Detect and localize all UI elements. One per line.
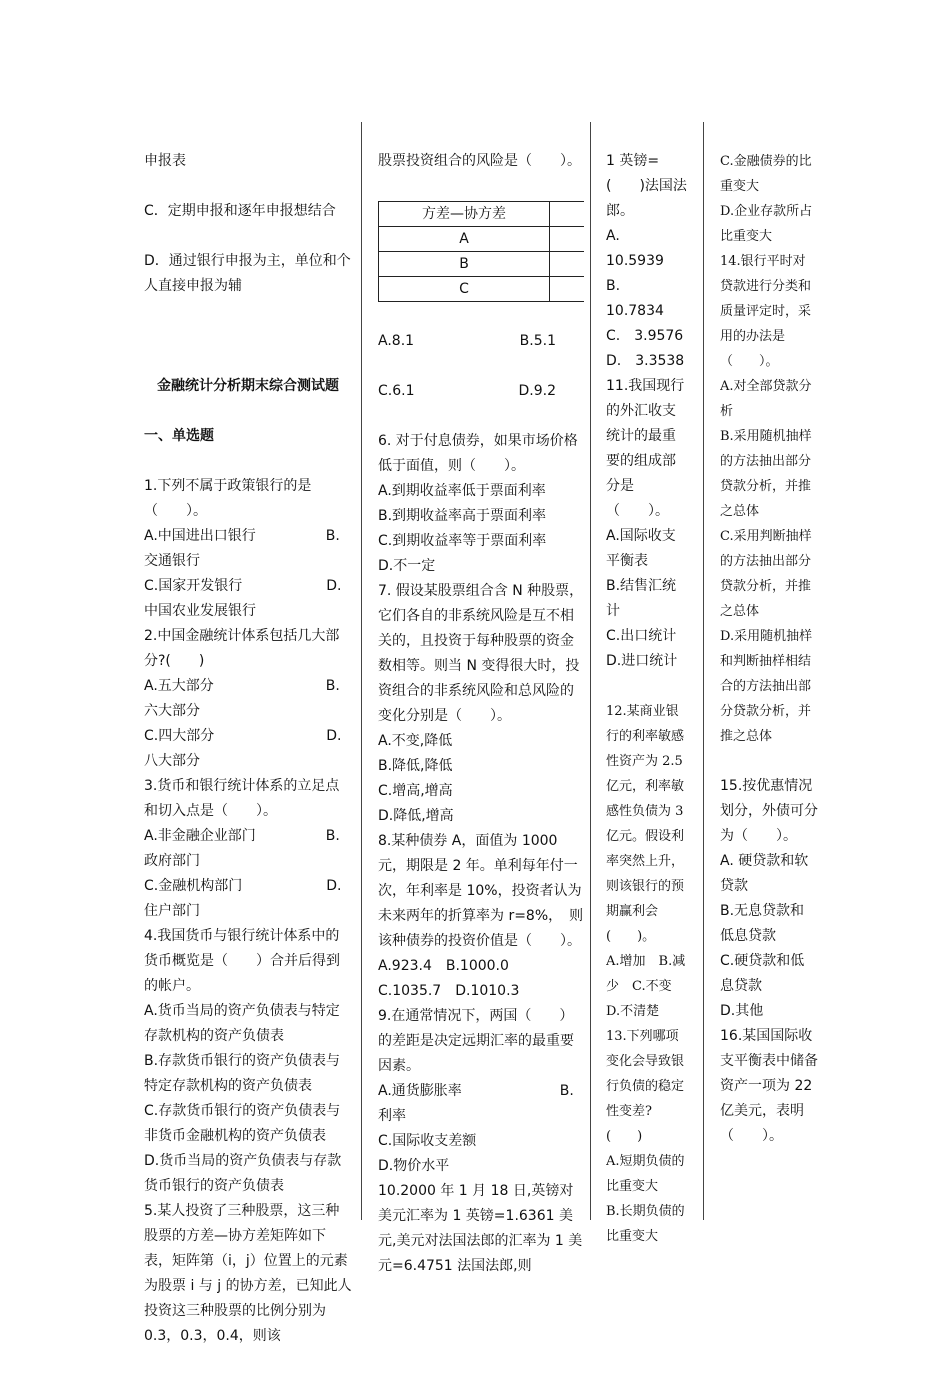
text-line: 11.我国现行的外汇收支统计的最重要的组成部分是（ ）。 <box>606 378 685 519</box>
text-line: B. 10.7834 <box>606 278 664 319</box>
text-line: 2.中国金融统计体系包括几大部分?( ) <box>144 628 340 669</box>
text-line: B.无息贷款和低息贷款 <box>720 903 805 944</box>
text-line: 9.在通常情况下，两国（ ）的差距是决定远期汇率的最重要因素。 <box>378 1008 574 1074</box>
text-line: A.短期负债的比重变大 <box>606 1154 685 1194</box>
text-line: 14.银行平时对贷款进行分类和质量评定时，采用的办法是（ ）。 <box>720 254 812 369</box>
text-line: C.四大部分 D.八大部分 <box>144 728 342 769</box>
section-heading: 一、单选题 <box>144 428 214 444</box>
question-block <box>720 774 818 1149</box>
text-line: B.到期收益率高于票面利率 <box>378 508 547 524</box>
column-3 <box>606 124 688 1274</box>
question-block <box>378 429 584 1279</box>
text-line: C.金融债券的比重变大 <box>720 154 812 194</box>
text-line: 8.某种债券 A，面值为 1000 元，期限是 2 年。单利每年付一次，年利率是 10%，投资者认为未来两年的折算率为 r=8%， 则该种债券的投资价值是（ ）。 <box>378 833 584 949</box>
text-line: A.国际收支平衡表 <box>606 528 676 569</box>
option: D.9.2 <box>518 383 556 399</box>
text-line: A.中国进出口银行 B.交通银行 <box>144 528 340 569</box>
text-line: D.采用随机抽样和判断抽样相结合的方法抽出部分贷款分析，并推之总体 <box>720 629 813 744</box>
text-line: C.存款货币银行的资产负债表与非货币金融机构的资产负债表 <box>144 1103 341 1144</box>
text-line: B.结售汇统计 <box>606 578 677 619</box>
text-line: A.非金融企业部门 B.政府部门 <box>144 828 340 869</box>
text-line: D.进口统计 <box>606 653 678 669</box>
text-line: C.到期收益率等于票面利率 <box>378 533 547 549</box>
question-block <box>144 474 352 1349</box>
text-line: D.企业存款所占比重变大 <box>720 204 813 244</box>
text-line: D.不一定 <box>378 558 436 574</box>
top-line: 申报表 <box>144 153 186 169</box>
text-line: C.增高,增高 <box>378 783 453 799</box>
text-line: 13.下列哪项变化会导致银行负债的稳定性变差?( ) <box>606 1029 685 1144</box>
table-header: 方差—协方差 <box>379 202 550 227</box>
options-row <box>378 329 584 354</box>
table-cell <box>550 252 585 277</box>
text-line: D. 3.3538 <box>606 353 685 369</box>
text-line: A.923.4 B.1000.0 <box>378 958 509 974</box>
text-line: A. 10.5939 <box>606 228 664 269</box>
text-line: 6. 对于付息债券，如果市场价格低于面值，则（ ）。 <box>378 433 578 474</box>
text-line: 3.货币和银行统计体系的立足点和切入点是（ ）。 <box>144 778 340 819</box>
column-2 <box>378 124 584 1304</box>
top-line: C．定期申报和逐年申报想结合 <box>144 203 336 219</box>
text-line: 12.某商业银行的利率敏感性资产为 2.5 亿元，利率敏感性负债为 3 亿元。假设利率突然上升，则该银行的预期赢利会( )。 <box>606 704 688 944</box>
table-cell <box>550 277 585 302</box>
text-line: A.通货膨胀率 B.利率 <box>378 1083 574 1124</box>
text-line: C.出口统计 <box>606 628 677 644</box>
text-line: A.对全部贷款分析 <box>720 379 812 419</box>
text-line: A.增加 B.减少 C.不变 D.不清楚 <box>606 954 686 1019</box>
question-block <box>606 699 688 1249</box>
column-4 <box>720 124 818 1174</box>
text-line: C.金融机构部门 D.住户部门 <box>144 878 342 919</box>
text-line: C.采用判断抽样的方法抽出部分贷款分析，并推之总体 <box>720 529 812 619</box>
text-line: C.硬贷款和低息贷款 <box>720 953 805 994</box>
text-line: A.到期收益率低于票面利率 <box>378 483 546 499</box>
text-line: D.降低,增高 <box>378 808 454 824</box>
text-line: D.货币当局的资产负债表与存款货币银行的资产负债表 <box>144 1153 342 1194</box>
option: A.8.1 <box>378 333 415 349</box>
text-line: A. 硬贷款和软贷款 <box>720 853 809 894</box>
column-divider-2 <box>590 122 591 1220</box>
question-block <box>606 149 688 674</box>
table-cell <box>550 202 585 227</box>
text-line: A.货币当局的资产负债表与特定存款机构的资产负债表 <box>144 1003 340 1044</box>
text-line: C. 3.9576 <box>606 328 684 344</box>
exam-title: 金融统计分析期末综合测试题 <box>157 378 339 394</box>
text-line: B.存款货币银行的资产负债表与特定存款机构的资产负债表 <box>144 1053 341 1094</box>
table-row-label: A <box>379 227 550 252</box>
text-line: 1 英镑=( )法国法郎。 <box>606 153 687 219</box>
text-line: 16.某国国际收支平衡表中储备资产一项为 22 亿美元，表明（ ）。 <box>720 1028 818 1144</box>
question-text: 股票投资组合的风险是（ ）。 <box>378 153 581 169</box>
text-line: B.降低,降低 <box>378 758 453 774</box>
text-line: B.长期负债的比重变大 <box>606 1204 685 1244</box>
text-line: 5.某人投资了三种股票，这三种股票的方差—协方差矩阵如下表，矩阵第（i，j）位置上的元素为股票 i 与 j 的协方差，已知此人投资这三种股票的比例分别为 0.3，0.3，0.4，则该 <box>144 1203 352 1344</box>
table-cell <box>550 227 585 252</box>
column-divider-1 <box>361 122 362 1220</box>
text-line: 15.按优惠情况划分，外债可分为（ ）。 <box>720 778 818 844</box>
text-line: 1.下列不属于政策银行的是（ ）。 <box>144 478 312 519</box>
text-line: A.不变,降低 <box>378 733 453 749</box>
text-line: B.采用随机抽样的方法抽出部分贷款分析，并推之总体 <box>720 429 812 519</box>
text-line: C.国家开发银行 D.中国农业发展银行 <box>144 578 342 619</box>
text-line: C.国际收支差额 <box>378 1133 477 1149</box>
text-line: A.五大部分 B.六大部分 <box>144 678 340 719</box>
covariance-table <box>378 201 584 302</box>
table-row-label: B <box>379 252 550 277</box>
text-line: 4.我国货币与银行统计体系中的货币概览是（ ）合并后得到的帐户。 <box>144 928 340 994</box>
table-row-label: C <box>379 277 550 302</box>
text-line: C.1035.7 D.1010.3 <box>378 983 520 999</box>
option: B.5.1 <box>519 333 556 349</box>
column-divider-3 <box>703 122 704 1220</box>
text-line: 7. 假设某股票组合含 N 种股票，它们各自的非系统风险是互不相关的，且投资于每种股票的资金数相等。则当 N 变得很大时，投资组合的非系统风险和总风险的变化分别是（ ）。 <box>378 583 584 724</box>
text-line: 10.2000 年 1 月 18 日,英镑对美元汇率为 1 英镑=1.6361 美元,美元对法国法郎的汇率为 1 美元=6.4751 法国法郎,则 <box>378 1183 583 1274</box>
top-line: D．通过银行申报为主，单位和个人直接申报为辅 <box>144 253 351 294</box>
options-row <box>378 379 584 404</box>
column-1 <box>144 124 352 1374</box>
option: C.6.1 <box>378 383 415 399</box>
text-line: D.物价水平 <box>378 1158 450 1174</box>
question-block <box>720 149 818 749</box>
text-line: D.其他 <box>720 1003 764 1019</box>
